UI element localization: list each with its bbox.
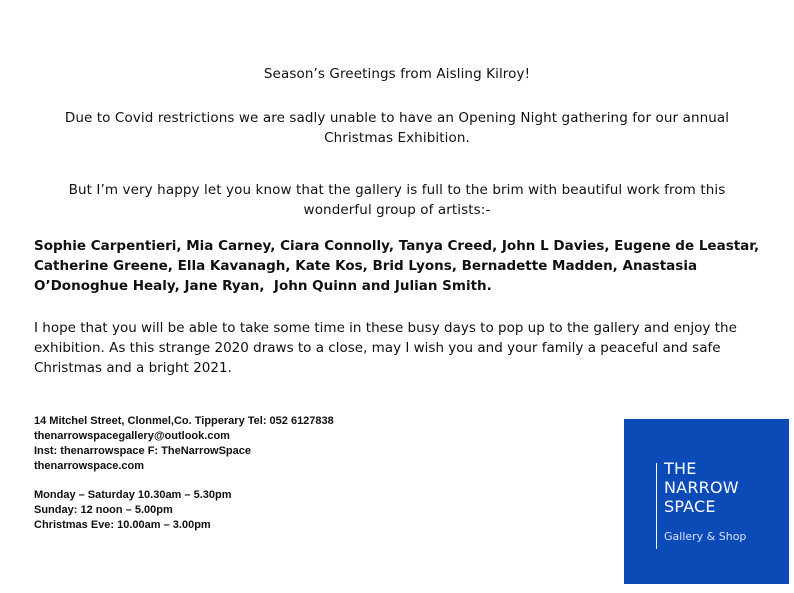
closing-message: I hope that you will be able to take some time in these busy days to pop up to the gallery and enjoy the exhibition. As this strange 2020 draws to a close, may I wish you and your family a peaceful and safe Christmas and a bright 2021. [34,320,737,376]
hours-sunday: Sunday: 12 noon – 5.00pm [34,504,173,516]
hours-christmas-eve: Christmas Eve: 10.00am – 3.00pm [34,519,211,531]
logo-wordmark [664,459,739,516]
gallery-notice: But I’m very happy let you know that the gallery is full to the brim with beautiful work from this wonderful group of artists:- [68,182,726,218]
covid-notice: Due to Covid restrictions we are sadly unable to have an Opening Night gathering for our annual Christmas Exhibition. [64,110,730,146]
logo-divider [656,463,657,549]
logo-line-2: NARROW [664,478,739,497]
website-address: thenarrowspace.com [34,460,145,472]
address-line: 14 Mitchel Street, Clonmel,Co. Tipperary Tel: 052 6127838 [34,415,334,427]
logo-subtitle: Gallery & Shop [664,530,747,543]
social-handles: Inst: thenarrowspace F: TheNarrowSpace [34,445,251,457]
hours-weekdays: Monday – Saturday 10.30am – 5.30pm [34,489,232,501]
opening-hours [34,488,454,533]
artist-list: Sophie Carpentieri, Mia Carney, Ciara Connolly, Tanya Creed, John L Davies, Eugene de Leastar, Catherine Greene, Ella Kavanagh, Kate Kos, Brid Lyons, Bernadette Madden, Anastasia O’Donoghue Healy, Jane Ryan, John Quinn and Julian Smith. [34,238,764,294]
logo-line-1: THE [664,459,697,478]
greeting-heading: Season’s Greetings from Aisling Kilroy! [263,66,531,82]
email-address: thenarrowspacegallery@outlook.com [34,430,230,442]
contact-details [34,414,454,474]
narrow-space-logo [624,419,789,584]
logo-line-3: SPACE [664,497,716,516]
